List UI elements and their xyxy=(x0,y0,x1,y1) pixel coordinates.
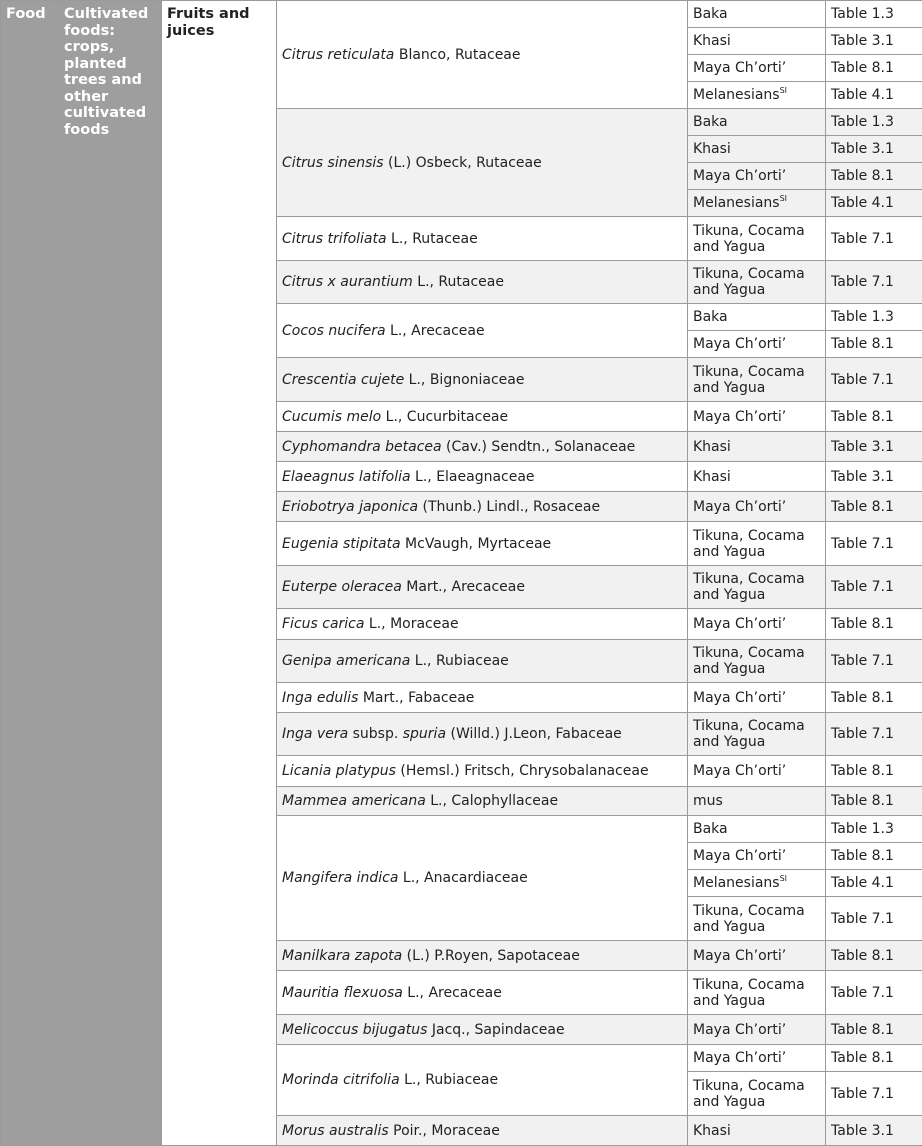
table-reference-cell: Table 1.3 xyxy=(826,109,922,136)
use-cell: Fruits and juices xyxy=(162,1,277,1146)
species-cell xyxy=(277,756,688,787)
species-authority-family: subsp. xyxy=(348,726,403,742)
people-name: Maya Ch’orti’ xyxy=(693,763,786,779)
people-superscript: SI xyxy=(780,86,787,95)
table-reference-cell: Table 3.1 xyxy=(826,462,922,492)
species-cell xyxy=(277,816,688,941)
species-authority-family: (Thunb.) Lindl., Rosaceae xyxy=(418,499,600,515)
people-cell xyxy=(688,1015,826,1045)
species-scientific-name: Licania platypus xyxy=(282,763,396,779)
people-name: Khasi xyxy=(693,469,731,485)
species-authority-family: L., Rubiaceae xyxy=(410,653,508,669)
table-reference-cell: Table 8.1 xyxy=(826,843,922,870)
species-scientific-name: Eugenia stipitata xyxy=(282,536,401,552)
people-name: Maya Ch’orti’ xyxy=(693,499,786,515)
table-reference-cell: Table 7.1 xyxy=(826,713,922,756)
table-reference-cell: Table 4.1 xyxy=(826,190,922,217)
table-reference-cell: Table 7.1 xyxy=(826,640,922,683)
species-authority-family: Mart., Arecaceae xyxy=(402,579,525,595)
people-cell xyxy=(688,109,826,136)
people-cell xyxy=(688,1072,826,1116)
people-name: Khasi xyxy=(693,141,731,157)
species-cell xyxy=(277,462,688,492)
table-reference-cell: Table 8.1 xyxy=(826,787,922,816)
people-name: Tikuna, Cocama and Yagua xyxy=(693,977,805,1009)
species-authority-family: McVaugh, Myrtaceae xyxy=(401,536,552,552)
people-cell xyxy=(688,190,826,217)
people-name: Tikuna, Cocama and Yagua xyxy=(693,364,805,396)
species-cell xyxy=(277,1015,688,1045)
species-scientific-name: Manilkara zapota xyxy=(282,948,402,964)
species-authority-family: L., Cucurbitaceae xyxy=(381,409,508,425)
species-authority-family: L., Calophyllaceae xyxy=(426,793,558,809)
species-authority-family: L., Elaeagnaceae xyxy=(411,469,535,485)
people-cell xyxy=(688,55,826,82)
species-scientific-name: Cocos nucifera xyxy=(282,323,386,339)
species-cell xyxy=(277,566,688,609)
people-name: Maya Ch’orti’ xyxy=(693,168,786,184)
species-authority-family: Poir., Moraceae xyxy=(389,1123,500,1139)
people-cell xyxy=(688,566,826,609)
species-authority-family: L., Rutaceae xyxy=(387,231,478,247)
people-cell xyxy=(688,136,826,163)
table-reference-cell: Table 7.1 xyxy=(826,261,922,304)
people-cell xyxy=(688,609,826,640)
people-cell xyxy=(688,756,826,787)
species-authority-family: L., Anacardiaceae xyxy=(398,870,527,886)
table-row xyxy=(1,1,922,28)
species-authority-family: Mart., Fabaceae xyxy=(358,690,474,706)
species-authority-family: L., Arecaceae xyxy=(403,985,502,1001)
table-reference-cell: Table 7.1 xyxy=(826,522,922,566)
people-cell xyxy=(688,683,826,713)
species-cell xyxy=(277,683,688,713)
people-cell xyxy=(688,331,826,358)
table-reference-cell: Table 8.1 xyxy=(826,1045,922,1072)
people-cell xyxy=(688,217,826,261)
people-name: Tikuna, Cocama and Yagua xyxy=(693,266,805,298)
subcategory-cell: Cultivated foods: crops, planted trees and other cultivated foods xyxy=(59,1,162,1146)
people-name: Maya Ch’orti’ xyxy=(693,1050,786,1066)
people-cell xyxy=(688,941,826,971)
table-reference-cell: Table 7.1 xyxy=(826,217,922,261)
species-scientific-name: Crescentia cujete xyxy=(282,372,404,388)
species-authority-family: (Cav.) Sendtn., Solanaceae xyxy=(442,439,636,455)
species-scientific-name: Citrus reticulata xyxy=(282,47,394,63)
species-scientific-name: Mangifera indica xyxy=(282,870,398,886)
table-reference-cell: Table 8.1 xyxy=(826,492,922,522)
people-name: Melanesians xyxy=(693,875,780,891)
species-cell xyxy=(277,217,688,261)
species-cell xyxy=(277,640,688,683)
people-name: Tikuna, Cocama and Yagua xyxy=(693,718,805,750)
people-cell xyxy=(688,843,826,870)
table-reference-cell: Table 3.1 xyxy=(826,1116,922,1146)
people-superscript: SI xyxy=(780,194,787,203)
species-authority-family: (Willd.) J.Leon, Fabaceae xyxy=(446,726,622,742)
people-cell xyxy=(688,358,826,402)
people-cell xyxy=(688,971,826,1015)
species-scientific-name: Mauritia flexuosa xyxy=(282,985,403,1001)
people-name: Baka xyxy=(693,821,728,837)
people-cell xyxy=(688,261,826,304)
people-name: Maya Ch’orti’ xyxy=(693,690,786,706)
people-name: Maya Ch’orti’ xyxy=(693,848,786,864)
people-name: Baka xyxy=(693,6,728,22)
species-scientific-name: Morus australis xyxy=(282,1123,389,1139)
people-name: Maya Ch’orti’ xyxy=(693,336,786,352)
species-scientific-name: Euterpe oleracea xyxy=(282,579,402,595)
people-cell xyxy=(688,163,826,190)
species-cell xyxy=(277,402,688,432)
species-cell xyxy=(277,609,688,640)
people-cell xyxy=(688,82,826,109)
table-reference-cell: Table 1.3 xyxy=(826,304,922,331)
people-cell xyxy=(688,787,826,816)
species-authority-family: L., Moraceae xyxy=(364,616,458,632)
people-cell xyxy=(688,462,826,492)
table-reference-cell: Table 1.3 xyxy=(826,1,922,28)
people-cell xyxy=(688,1,826,28)
table-reference-cell: Table 8.1 xyxy=(826,756,922,787)
table-reference-cell: Table 7.1 xyxy=(826,897,922,941)
species-cell xyxy=(277,522,688,566)
species-cell xyxy=(277,358,688,402)
people-name: mus xyxy=(693,793,723,809)
species-scientific-name: Mammea americana xyxy=(282,793,426,809)
species-authority-family: (L.) Osbeck, Rutaceae xyxy=(384,155,542,171)
species-cell xyxy=(277,787,688,816)
species-cell xyxy=(277,1045,688,1116)
species-cell xyxy=(277,261,688,304)
species-scientific-name: Genipa americana xyxy=(282,653,410,669)
people-name: Melanesians xyxy=(693,87,780,103)
people-cell xyxy=(688,1116,826,1146)
table-reference-cell: Table 7.1 xyxy=(826,1072,922,1116)
species-scientific-name: Eriobotrya japonica xyxy=(282,499,418,515)
species-scientific-name: Citrus x aurantium xyxy=(282,274,413,290)
species-cell xyxy=(277,713,688,756)
species-cell xyxy=(277,492,688,522)
people-cell xyxy=(688,870,826,897)
people-cell xyxy=(688,640,826,683)
people-name: Tikuna, Cocama and Yagua xyxy=(693,645,805,677)
species-scientific-name: Ficus carica xyxy=(282,616,364,632)
people-name: Maya Ch’orti’ xyxy=(693,1022,786,1038)
people-name: Khasi xyxy=(693,33,731,49)
species-cell xyxy=(277,971,688,1015)
people-cell xyxy=(688,522,826,566)
table-reference-cell: Table 7.1 xyxy=(826,358,922,402)
species-cell xyxy=(277,432,688,462)
species-scientific-name: Cucumis melo xyxy=(282,409,381,425)
table-reference-cell: Table 8.1 xyxy=(826,941,922,971)
species-scientific-name: Melicoccus bijugatus xyxy=(282,1022,427,1038)
people-name: Tikuna, Cocama and Yagua xyxy=(693,571,805,603)
table-reference-cell: Table 8.1 xyxy=(826,331,922,358)
people-name: Maya Ch’orti’ xyxy=(693,616,786,632)
people-name: Maya Ch’orti’ xyxy=(693,948,786,964)
people-cell xyxy=(688,402,826,432)
species-cell xyxy=(277,1,688,109)
species-authority-family: L., Bignoniaceae xyxy=(404,372,524,388)
people-name: Baka xyxy=(693,309,728,325)
species-scientific-name: Inga vera xyxy=(282,726,348,742)
species-cell xyxy=(277,304,688,358)
table-reference-cell: Table 8.1 xyxy=(826,163,922,190)
table-reference-cell: Table 8.1 xyxy=(826,609,922,640)
table-reference-cell: Table 3.1 xyxy=(826,28,922,55)
table-body xyxy=(1,1,922,1146)
people-name: Khasi xyxy=(693,439,731,455)
people-cell xyxy=(688,713,826,756)
table-reference-cell: Table 4.1 xyxy=(826,870,922,897)
table-reference-cell: Table 1.3 xyxy=(826,816,922,843)
species-authority-family: Blanco, Rutaceae xyxy=(394,47,520,63)
people-name: Tikuna, Cocama and Yagua xyxy=(693,528,805,560)
species-cell xyxy=(277,109,688,217)
people-cell xyxy=(688,492,826,522)
species-authority-family: L., Rubiaceae xyxy=(400,1072,498,1088)
species-cell xyxy=(277,1116,688,1146)
table-reference-cell: Table 8.1 xyxy=(826,683,922,713)
species-scientific-name: Cyphomandra betacea xyxy=(282,439,442,455)
species-authority-family: (Hemsl.) Fritsch, Chrysobalanaceae xyxy=(396,763,649,779)
people-cell xyxy=(688,432,826,462)
table-reference-cell: Table 7.1 xyxy=(826,566,922,609)
species-authority-family: L., Arecaceae xyxy=(386,323,485,339)
people-name: Tikuna, Cocama and Yagua xyxy=(693,903,805,935)
people-name: Melanesians xyxy=(693,195,780,211)
species-authority-family: (L.) P.Royen, Sapotaceae xyxy=(402,948,580,964)
species-cell xyxy=(277,941,688,971)
people-cell xyxy=(688,897,826,941)
species-scientific-name: Citrus sinensis xyxy=(282,155,384,171)
table-reference-cell: Table 4.1 xyxy=(826,82,922,109)
table-reference-cell: Table 8.1 xyxy=(826,402,922,432)
people-name: Tikuna, Cocama and Yagua xyxy=(693,223,805,255)
people-name: Khasi xyxy=(693,1123,731,1139)
table-reference-cell: Table 8.1 xyxy=(826,1015,922,1045)
people-cell xyxy=(688,304,826,331)
people-cell xyxy=(688,28,826,55)
species-scientific-name: Elaeagnus latifolia xyxy=(282,469,411,485)
table-reference-cell: Table 8.1 xyxy=(826,55,922,82)
table-reference-cell: Table 3.1 xyxy=(826,136,922,163)
species-scientific-name: Morinda citrifolia xyxy=(282,1072,400,1088)
species-subspecies-name: spuria xyxy=(403,726,446,742)
species-scientific-name: Citrus trifoliata xyxy=(282,231,387,247)
people-name: Baka xyxy=(693,114,728,130)
people-name: Tikuna, Cocama and Yagua xyxy=(693,1078,805,1110)
species-scientific-name: Inga edulis xyxy=(282,690,358,706)
people-cell xyxy=(688,816,826,843)
species-authority-family: L., Rutaceae xyxy=(413,274,504,290)
people-name: Maya Ch’orti’ xyxy=(693,409,786,425)
table-reference-cell: Table 3.1 xyxy=(826,432,922,462)
species-authority-family: Jacq., Sapindaceae xyxy=(427,1022,564,1038)
people-superscript: SI xyxy=(780,874,787,883)
category-cell: Food xyxy=(1,1,59,1146)
people-cell xyxy=(688,1045,826,1072)
table-reference-cell: Table 7.1 xyxy=(826,971,922,1015)
people-name: Maya Ch’orti’ xyxy=(693,60,786,76)
